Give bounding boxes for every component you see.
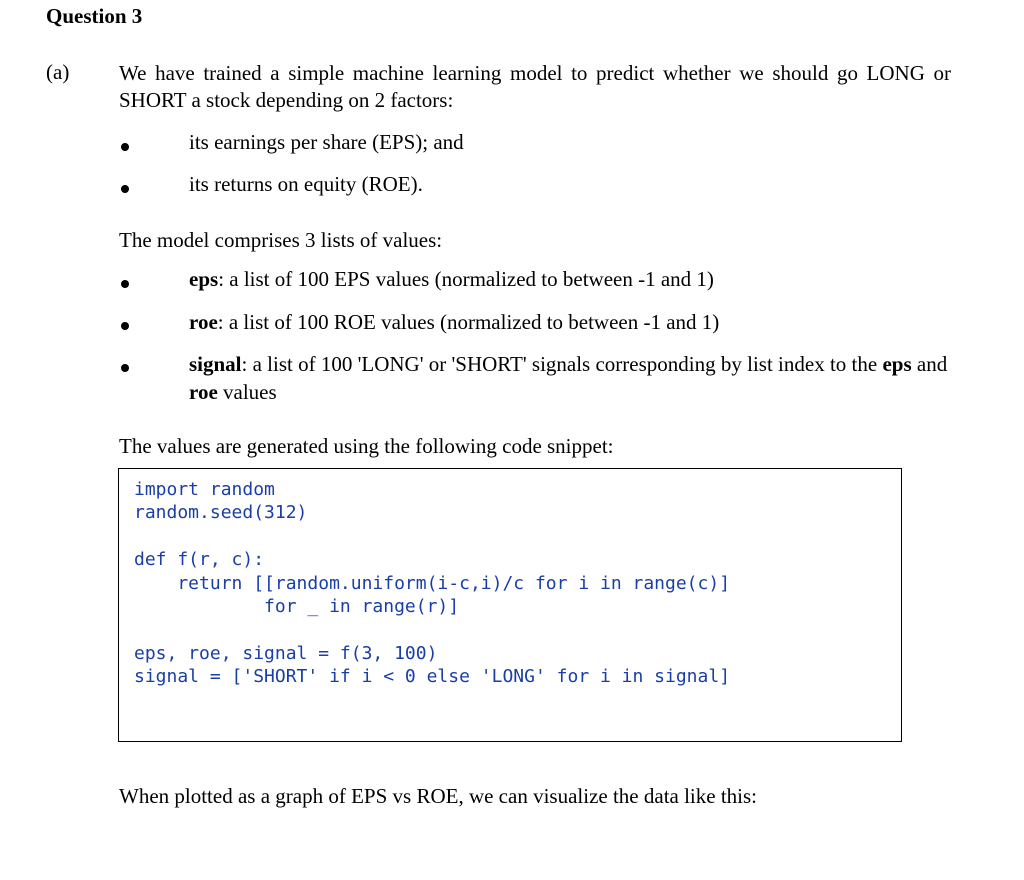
factor-eps: its earnings per share (EPS); and [189, 130, 464, 154]
list-ref-eps: eps [882, 352, 912, 376]
bullet-dot [121, 322, 129, 330]
list-desc: : a list of 100 ROE values (normalized to between -1 and 1) [217, 310, 720, 334]
list-item-signal [189, 350, 953, 406]
part-label: (a) [46, 60, 70, 84]
bullet-dot [121, 364, 129, 372]
list-name: signal [189, 352, 242, 376]
question-title: Question 3 [46, 4, 143, 28]
list-name: eps [189, 267, 219, 291]
model-intro: The model comprises 3 lists of values: [119, 228, 443, 252]
closing-text: When plotted as a graph of EPS vs ROE, we can visualize the data like this: [119, 784, 758, 808]
list-name: roe [189, 310, 218, 334]
bullet-dot [121, 185, 129, 193]
list-ref-roe: roe [189, 380, 218, 404]
list-desc: values [217, 380, 277, 404]
code-intro: The values are generated using the following code snippet: [119, 434, 614, 458]
bullet-dot [121, 280, 129, 288]
code-snippet: import random random.seed(312) def f(r, c): return [[random.uniform(i-c,i)/c for i in range(c)] for _ in range(r)] eps, roe, signal = f(3, 100) signal = ['SHORT' if i < 0 else 'LONG' for i in signal] [134, 479, 731, 688]
list-item-eps [189, 265, 953, 293]
bullet-dot [121, 143, 129, 151]
list-desc: : a list of 100 'LONG' or 'SHORT' signals corresponding by list index to the [241, 352, 883, 376]
list-item-roe [189, 308, 953, 336]
list-desc: and [911, 352, 948, 376]
intro-paragraph: We have trained a simple machine learning model to predict whether we should go LONG or SHORT a stock depending on 2 factors: [119, 61, 951, 112]
list-desc: : a list of 100 EPS values (normalized to between -1 and 1) [218, 267, 714, 291]
factor-roe: its returns on equity (ROE). [189, 172, 423, 196]
